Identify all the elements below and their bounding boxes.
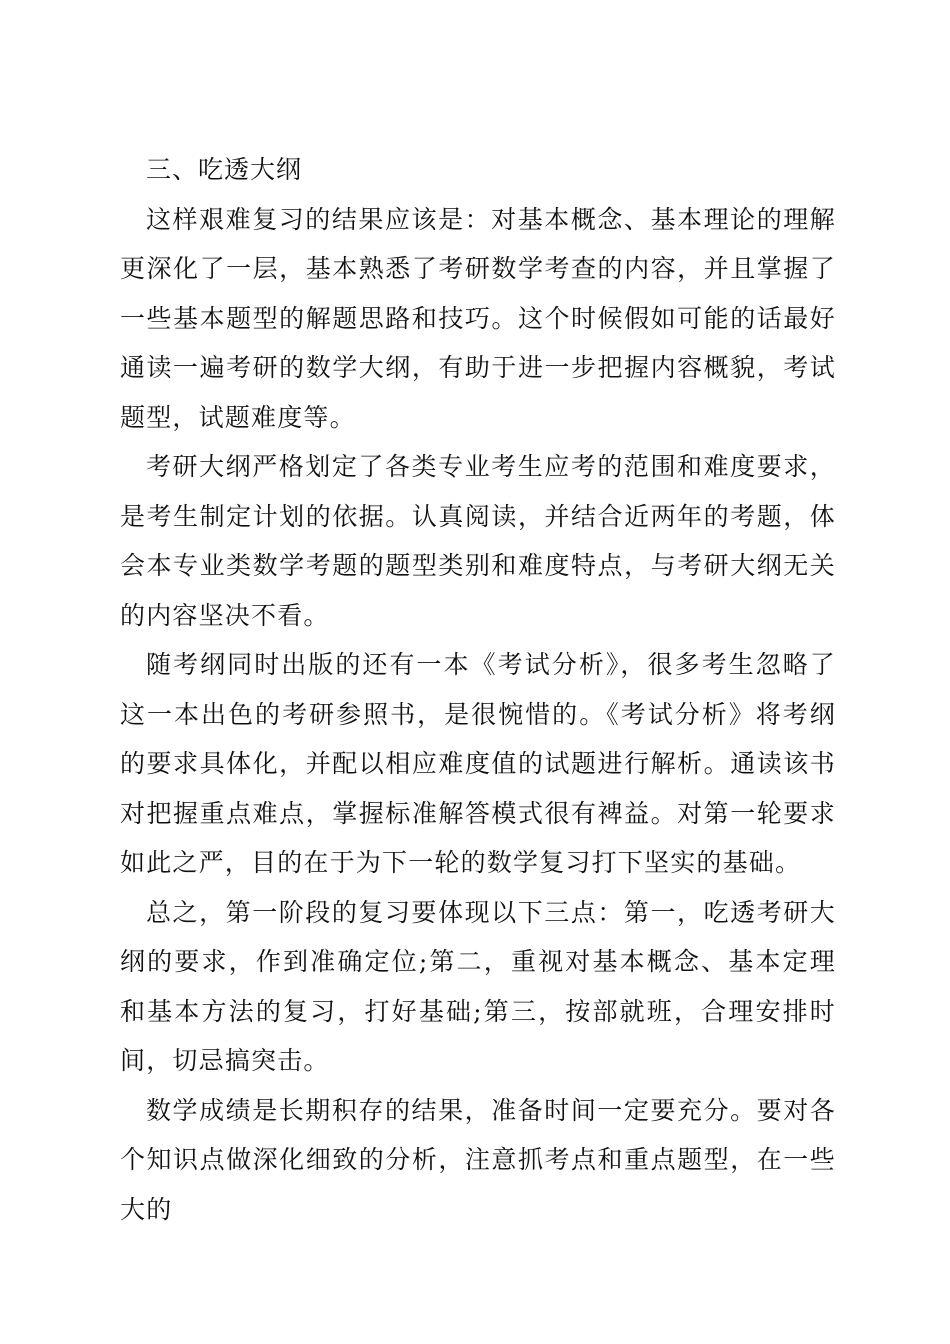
paragraph-syllabus-intro: 这样艰难复习的结果应该是：对基本概念、基本理论的理解更深化了一层，基本熟悉了考研数学考查的内容，并且掌握了一些基本题型的解题思路和技巧。这个时候假如可能的话最好通读一遍考研的数学大纲，有助于进一步把握内容概貌，考试题型，试题难度等。: [120, 204, 836, 432]
paragraph-syllabus-scope: 考研大纲严格划定了各类专业考生应考的范围和难度要求，是考生制定计划的依据。认真阅读，并结合近两年的考题，体会本专业类数学考题的题型类别和难度特点，与考研大纲无关的内容坚决不看。: [120, 452, 836, 630]
document-body: [120, 145, 836, 1234]
section-heading: 三、吃透大纲: [146, 155, 303, 184]
paragraph-math-score: 数学成绩是长期积存的结果，准备时间一定要充分。要对各个知识点做深化细致的分析，注意抓考点和重点题型，在一些大的: [120, 1095, 836, 1224]
paragraph-exam-analysis: 随考纲同时出版的还有一本《考试分析》，很多考生忽略了这一本出色的考研参照书，是很惋惜的。《考试分析》将考纲的要求具体化，并配以相应难度值的试题进行解析。通读该书对把握重点难点，掌握标准解答模式很有裨益。对第一轮要求如此之严，目的在于为下一轮的数学复习打下坚实的基础。: [120, 650, 836, 877]
paragraph-summary: 总之，第一阶段的复习要体现以下三点：第一，吃透考研大纲的要求，作到准确定位;第二，重视对基本概念、基本定理和基本方法的复习，打好基础;第三，按部就班，合理安排时间，切忌搞突击。: [120, 897, 836, 1075]
